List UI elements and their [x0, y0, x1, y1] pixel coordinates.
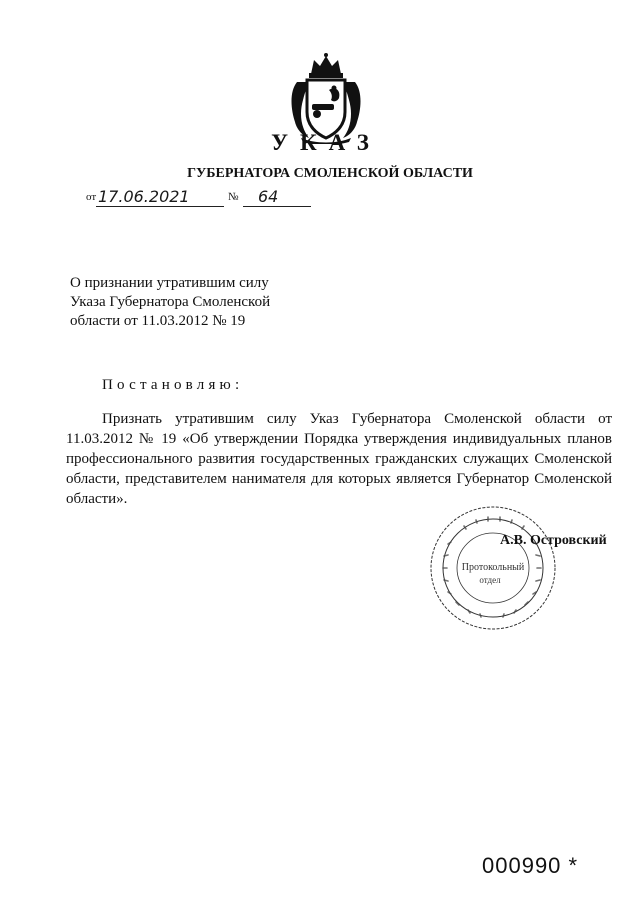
date-value: 17.06.2021	[98, 187, 190, 206]
body-line-4: области, представителем нанимателя для которых является Губернатор Смоленской	[66, 471, 612, 487]
decree-body	[66, 409, 612, 509]
stamp-center-line-2: отдел	[479, 575, 501, 585]
document-subtitle: ГУБЕРНАТОРА СМОЛЕНСКОЙ ОБЛАСТИ	[187, 166, 473, 181]
body-line-2: 11.03.2012 № 19 «Об утверждении Порядка утверждения индивидуальных планов	[66, 431, 612, 447]
number-underline	[243, 206, 311, 207]
serial-number: 000990 *	[482, 853, 579, 878]
number-prefix: №	[228, 191, 239, 203]
date-underline	[96, 206, 224, 207]
official-stamp	[428, 504, 558, 632]
subject-line-1: О признании утратившим силу	[70, 275, 269, 291]
date-prefix: от	[86, 191, 97, 203]
subject-line-3: области от 11.03.2012 № 19	[70, 313, 246, 329]
number-value: 64	[258, 187, 279, 206]
subject-line-2: Указа Губернатора Смоленской	[70, 294, 271, 310]
body-line-3: профессионального развития государственных гражданских служащих Смоленской	[66, 451, 612, 467]
body-line-1: Признать утратившим силу Указ Губернатора Смоленской области от	[102, 411, 612, 427]
document-title: УКАЗ	[271, 130, 381, 155]
decree-word: Постановляю:	[102, 377, 244, 393]
signer-name: А.В. Островский	[500, 533, 607, 548]
body-line-5: области».	[66, 491, 128, 507]
stamp-center-line-1: Протокольный	[461, 562, 525, 573]
